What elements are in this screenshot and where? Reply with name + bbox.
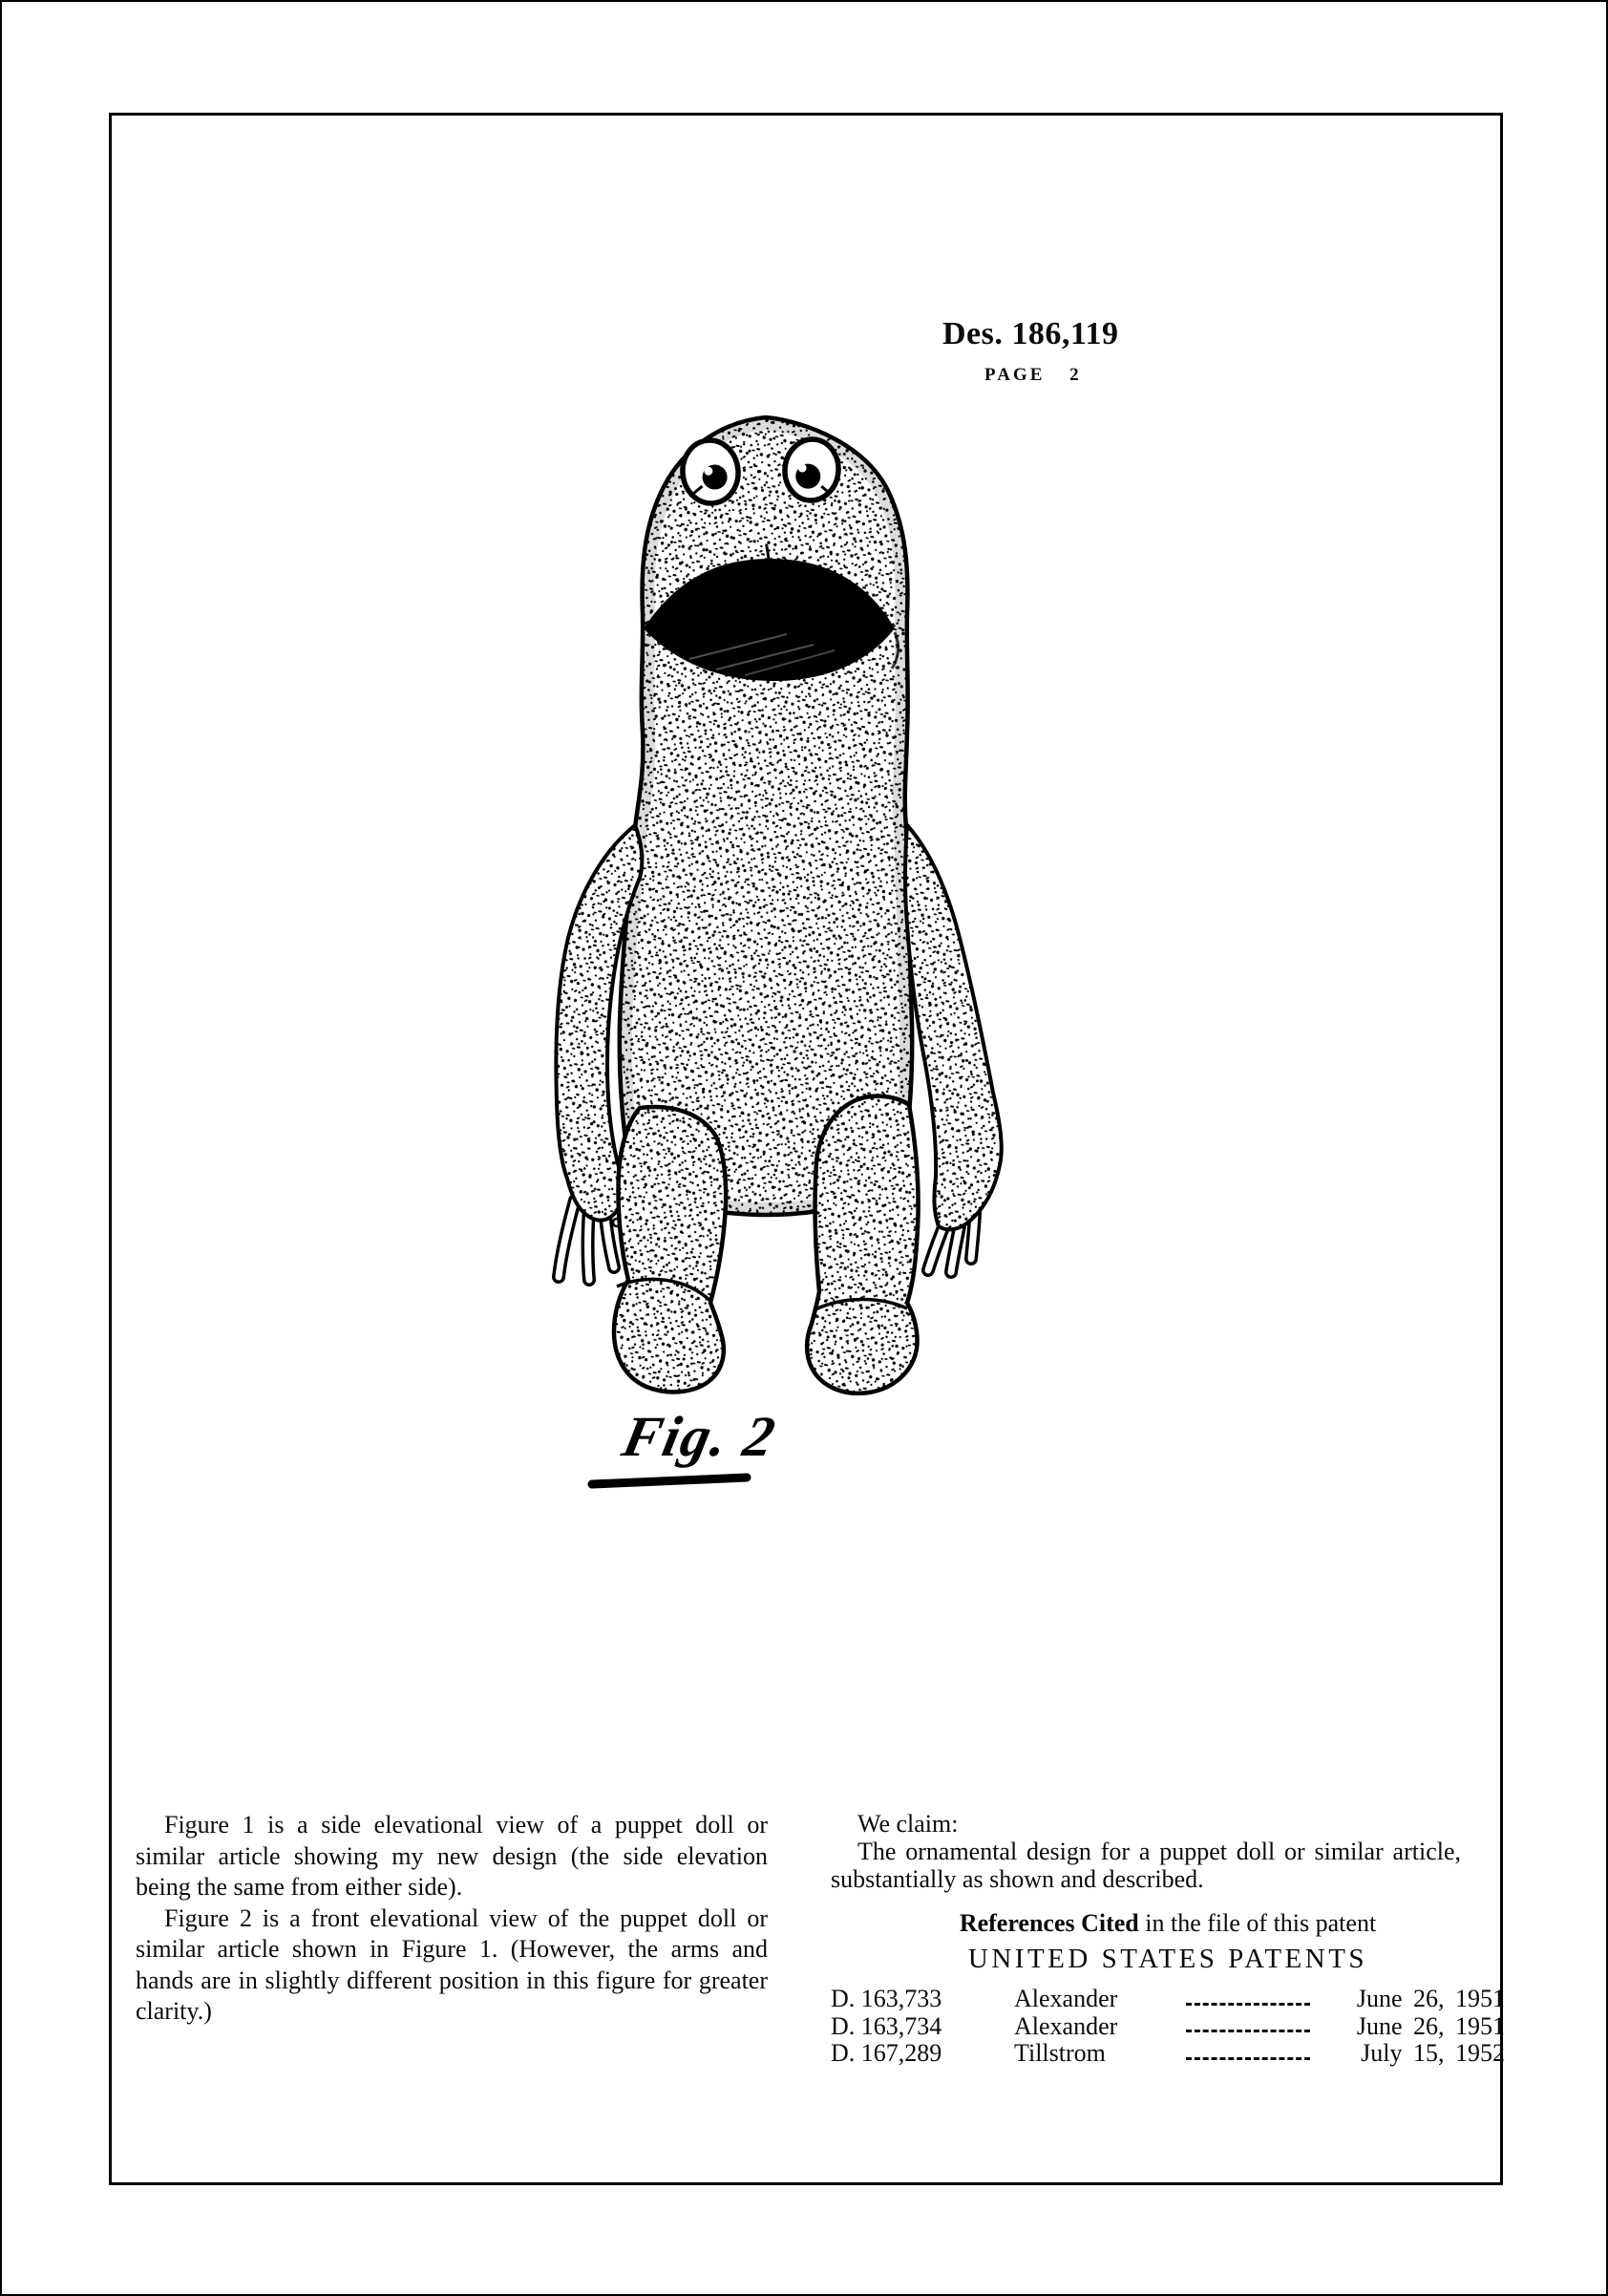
reference-row bbox=[831, 2013, 1505, 2041]
dash-leader bbox=[1186, 2003, 1310, 2006]
description-paragraph-1: Figure 1 is a side elevational view of a puppet doll or similar article showing my new design (the side elevation being the same from either side). bbox=[136, 1811, 768, 1901]
page-number-label: PAGE 2 bbox=[984, 365, 1082, 385]
us-patents-heading: UNITED STATES PATENTS bbox=[967, 1944, 1368, 1974]
figure-label-underline bbox=[592, 1478, 747, 1484]
ref-name: Tillstrom bbox=[1014, 2039, 1106, 2067]
dash-leader bbox=[1186, 2057, 1310, 2060]
ref-number: D. 163,733 bbox=[831, 1985, 942, 2012]
ref-date: June 26, 1951 bbox=[1356, 2011, 1505, 2040]
ref-number: D. 167,289 bbox=[831, 2039, 942, 2067]
claim-text: The ornamental design for a puppet doll or similar article, substantially as shown and described. bbox=[831, 1838, 1461, 1893]
figure-label-text: Fig. 2 bbox=[617, 1405, 782, 1469]
references-table bbox=[831, 1986, 1505, 2068]
puppet-left-leg bbox=[614, 1107, 726, 1392]
dash-leader bbox=[1186, 2030, 1310, 2032]
references-cited-rest: in the file of this patent bbox=[1145, 1909, 1377, 1937]
figure-label bbox=[563, 1389, 840, 1499]
ref-name: Alexander bbox=[1014, 2011, 1118, 2040]
description-column bbox=[136, 1810, 768, 2028]
puppet-right-leg bbox=[807, 1096, 918, 1393]
references-cited-line bbox=[831, 1909, 1505, 1937]
ref-date: June 26, 1951 bbox=[1356, 1985, 1505, 2012]
reference-row bbox=[831, 2040, 1505, 2068]
ref-name: Alexander bbox=[1014, 1985, 1118, 2012]
we-claim-heading: We claim: bbox=[857, 1810, 959, 1838]
references-cited-bold: References Cited bbox=[959, 1909, 1139, 1937]
description-paragraph-2: Figure 2 is a front elevational view of the puppet doll or similar article shown in Figure 1. (However, the arms and hands are in slightly different position in this figure for greater clarity.) bbox=[136, 1903, 768, 2025]
claims-column bbox=[831, 1810, 1505, 2068]
reference-row bbox=[831, 1986, 1505, 2013]
puppet-drawing bbox=[498, 393, 1071, 1406]
ref-date: July 15, 1952 bbox=[1361, 2039, 1505, 2067]
ref-number: D. 163,734 bbox=[831, 2011, 942, 2040]
patent-number: Des. 186,119 bbox=[942, 316, 1119, 351]
